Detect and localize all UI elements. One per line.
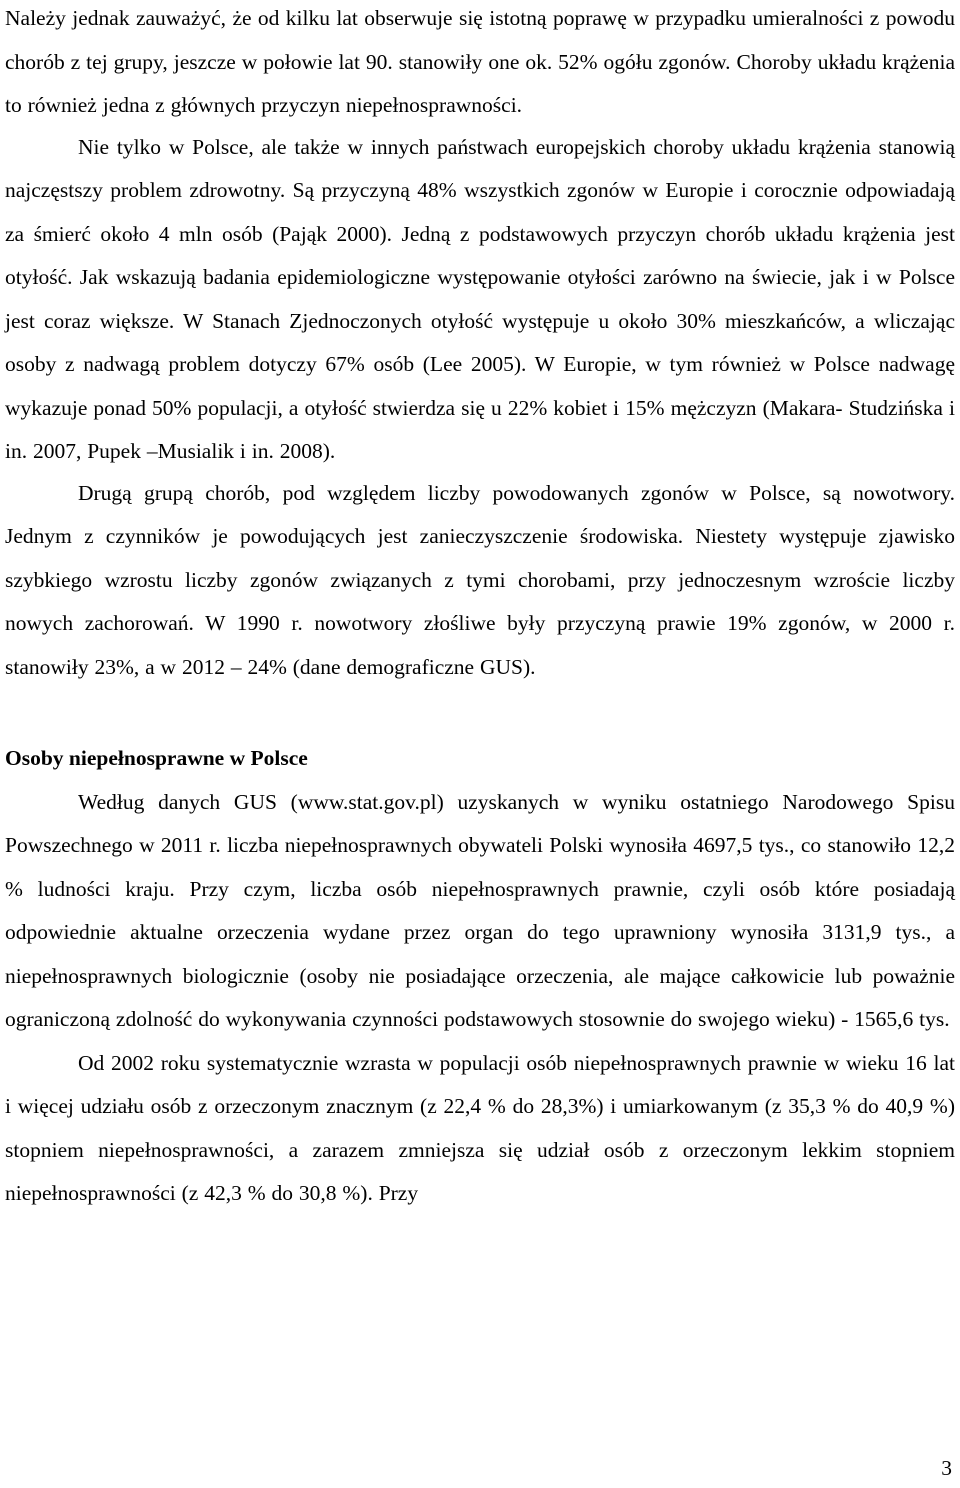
paragraph-gus-data: Według danych GUS (www.stat.gov.pl) uzyskanych w wyniku ostatniego Narodowego Spisu Powszechnego w 2011 r. liczba niepełnosprawnych obywateli Polski wynosiła 4697,5 tys., co stanowiło 12,2 % ludności kraju. Przy czym, liczba osób niepełnosprawnych prawnie, czyli osób które posiadają odpowiednie aktualne orzeczenia wydane przez organ do tego uprawniony wynosiła 3131,9 tys., a niepełnosprawnych biologicznie (osoby nie posiadające orzeczenia, ale mające całkowicie lub poważnie ograniczoną zdolność do wykonywania czynności podstawowych stosownie do swojego wieku) - 1565,6 tys. (5, 789, 955, 1031)
document-page (5, 0, 955, 1216)
paragraph-cardiovascular-europe: Nie tylko w Polsce, ale także w innych państwach europejskich choroby układu krążenia stanowią najczęstszy problem zdrowotny. Są przyczyną 48% wszystkich zgonów w Europie i corocznie odpowiadają za śmierć około 4 mln osób (Pająk 2000). Jedną z podstawowych przyczyn chorób układu krążenia jest otyłość. Jak wskazują badania epidemiologiczne występowanie otyłości zarówno na świecie, jak i w Polsce jest coraz większe. W Stanach Zjednoczonych otyłość występuje u około 30% mieszkańców, a wliczając osoby z nadwagą problem dotyczy 67% osób (Lee 2005). W Europie, w tym również w Polsce nadwagę wykazuje ponad 50% populacji, a otyłość stwierdza się u 22% kobiet i 15% mężczyzn (Makara- Studzińska i in. 2007, Pupek –Musialik i in. 2008). (5, 134, 955, 463)
paragraph-cancer: Drugą grupą chorób, pod względem liczby powodowanych zgonów w Polsce, są nowotwory. Jednym z czynników je powodujących jest zanieczyszczenie środowiska. Niestety występuje zjawisko szybkiego wzrostu liczby zgonów związanych z tymi chorobami, przy jednoczesnym wzroście liczby nowych zachorowań. W 1990 r. nowotwory złośliwe były przyczyną prawie 19% zgonów, w 2000 r. stanowiły 23%, a w 2012 – 24% (dane demograficzne GUS). (5, 480, 955, 679)
paragraph-disability-trend: Od 2002 roku systematycznie wzrasta w populacji osób niepełnosprawnych prawnie w wieku 16 lat i więcej udziału osób z orzeczonym znacznym (z 22,4 % do 28,3%) i umiarkowanym (z 35,3 % do 40,9 %) stopniem niepełnosprawności, a zarazem zmniejsza się udział osób z orzeczonym lekkim stopniem niepełnosprawności (z 42,3 % do 30,8 %). Przy (5, 1050, 955, 1205)
section (5, 737, 955, 1216)
paragraph-continuation: Należy jednak zauważyć, że od kilku lat obserwuje się istotną poprawę w przypadku umieralności z powodu chorób z tej grupy, jeszcze w połowie lat 90. stanowiły one ok. 52% ogółu zgonów. Choroby układu krążenia to również jedna z głównych przyczyn niepełnosprawności. (5, 6, 955, 117)
page-number: 3 (941, 1456, 952, 1480)
section-heading: Osoby niepełnosprawne w Polsce (5, 746, 308, 770)
